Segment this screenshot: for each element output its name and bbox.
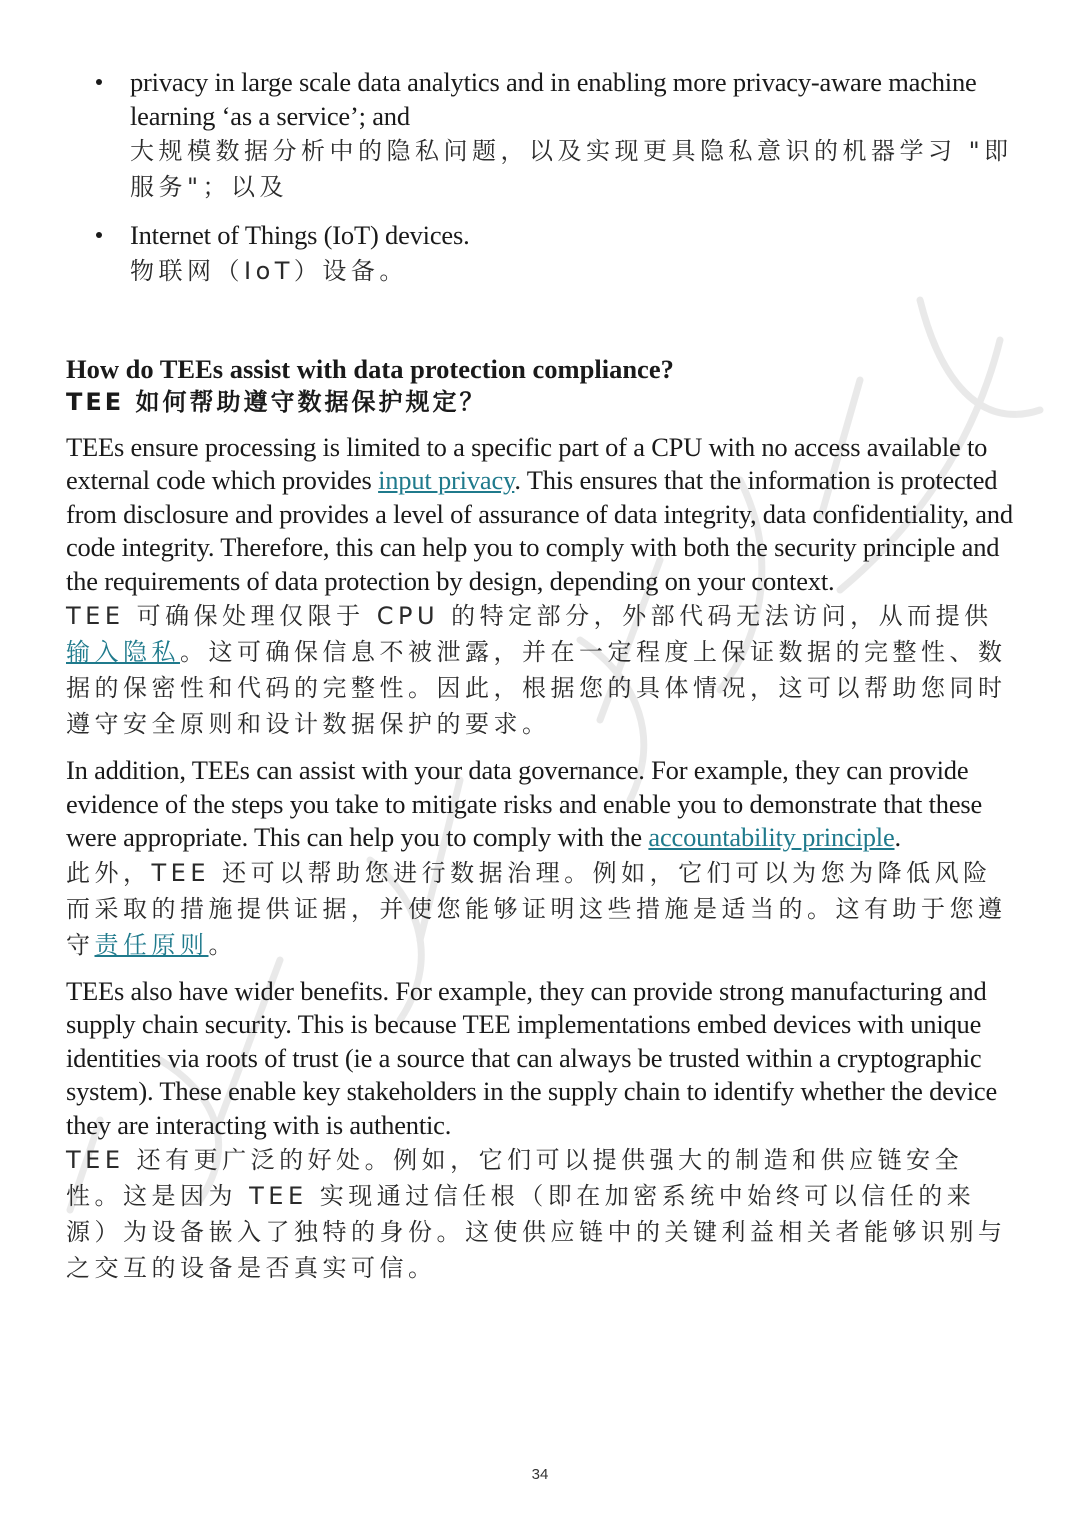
paragraph-zh: 此外，TEE 还可以帮助您进行数据治理。例如，它们可以为您为降低风险而采取的措施提供证据，并使您能够证明这些措施是适当的。这有助于您遵守责任原则。 (66, 858, 1007, 959)
bullet-list (66, 66, 1016, 289)
list-item (66, 219, 1016, 289)
paragraph-en: In addition, TEEs can assist with your data governance. For example, they can provide evidence of the steps you take to mitigate risks and enable you to demonstrate that these were appropriate. This can help you to comply with the accountability principle. (66, 755, 983, 852)
accountability-principle-link[interactable]: accountability principle (648, 822, 895, 852)
section-heading-en: How do TEEs assist with data protection compliance? (66, 353, 674, 384)
paragraph-en: TEEs also have wider benefits. For example, they can provide strong manufacturing and supply chain security. This is because TEE implementations embed devices with unique identities via roots of trust (ie a source that can always be trusted within a cryptographic system). These enable key stakeholders in the supply chain to identify whether the device they are interacting with is authentic. (66, 975, 998, 1140)
paragraph-zh: TEE 可确保处理仅限于 CPU 的特定部分，外部代码无法访问，从而提供输入隐私。这可确保信息不被泄露，并在一定程度上保证数据的完整性、数据的保密性和代码的完整性。因此，根据您的具体情况，这可以帮助您同时遵守安全原则和设计数据保护的要求。 (66, 602, 1007, 738)
bullet-text-en: Internet of Things (IoT) devices. (130, 220, 470, 250)
bullet-text-zh: 物联网（IoT）设备。 (130, 256, 408, 285)
bullet-icon (96, 79, 102, 85)
bullet-icon (96, 232, 102, 238)
bullet-text-en: privacy in large scale data analytics and in enabling more privacy-aware machine learning ‘as a service’; and (130, 67, 977, 131)
bullet-text-zh: 大规模数据分析中的隐私问题，以及实现更具隐私意识的机器学习 "即服务"；以及 (130, 137, 1013, 201)
page-number: 34 (531, 1466, 549, 1483)
input-privacy-link-zh[interactable]: 输入隐私 (66, 638, 180, 666)
paragraph-wider-benefits (66, 975, 1016, 1287)
paragraph-zh: TEE 还有更广泛的好处。例如，它们可以提供强大的制造和供应链安全性。这是因为 TEE 实现通过信任根（即在加密系统中始终可以信任的来源）为设备嵌入了独特的身份。这使供应链中的关键利益相关者能够识别与之交互的设备是否真实可信。 (66, 1146, 1007, 1282)
input-privacy-link[interactable]: input privacy (378, 465, 515, 495)
section-heading-zh: TEE 如何帮助遵守数据保护规定？ (66, 387, 487, 416)
list-item (66, 66, 1016, 205)
document-page (66, 66, 1016, 1298)
section-heading (66, 353, 1016, 419)
paragraph-data-governance (66, 754, 1016, 963)
paragraph-input-privacy (66, 431, 1016, 743)
accountability-principle-link-zh[interactable]: 责任原则 (94, 930, 209, 959)
paragraph-en: TEEs ensure processing is limited to a specific part of a CPU with no access available to external code which provides input privacy. This ensures that the information is protected from disclosure and provides a level of assurance of data integrity, data confidentiality, and code integrity. Therefore, this can help you to comply with both the security principle and the requirements of data protection by design, depending on your context. (66, 431, 1013, 596)
